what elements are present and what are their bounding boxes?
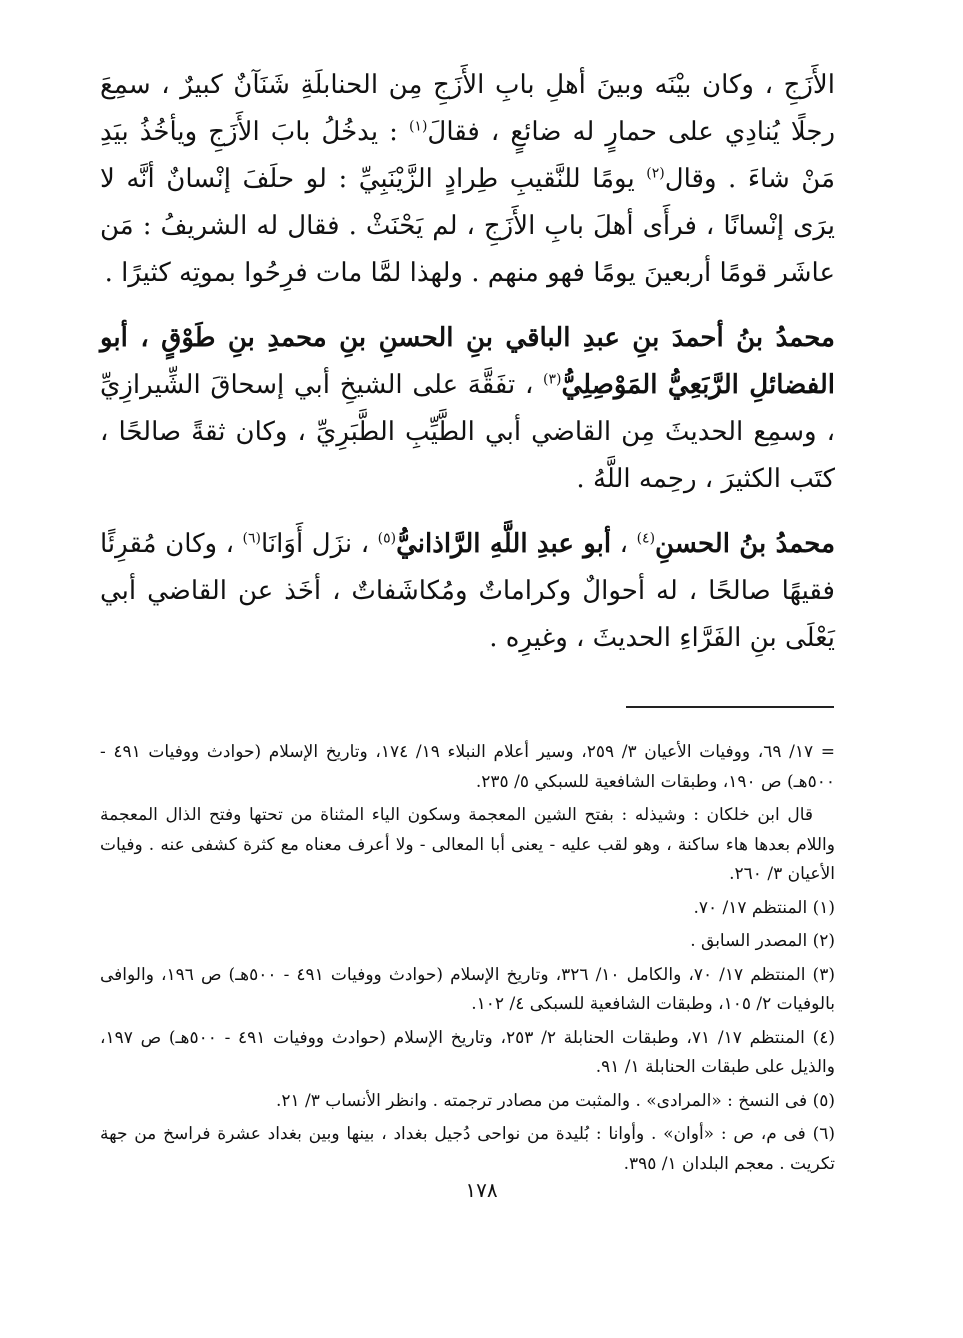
body-text: ، نزَل أَوَانَا: [261, 529, 378, 559]
footnote: = ١٧/ ٦٩، ووفيات الأعيان ٣/ ٢٥٩، وسير أعلام النبلاء ١٩/ ١٧٤، وتاريخ الإسلام (حوادث ووفيات ٤٩١ - ٥٠٠هـ) ص ١٩٠، وطبقات الشافعية للسبكي ٥/ ٢٣٥.: [100, 742, 835, 792]
footnote: قال ابن خلكان : وشيذله : بفتح الشين المعجمة وسكون الياء المثناة من تحتها وفتح الذال المعجمة واللام بعدها هاء ساكنة ، وهو لقب عليه - يعنى أبا المعالى - ولا أعرف معناه مع كثرة كشفى عنه . وفيات الأعيان ٣/ ٢٦٠.: [100, 805, 835, 884]
footnotes: [100, 738, 835, 1179]
footnote-marker[interactable]: (٦): [242, 530, 261, 547]
footnote: (٦) فى م، ص : «أوان» . وأوانا : بُليدة من نواحى دُجيل بغداد ، بينها وبين بغداد عشرة فراسخ من جهة تكريت . معجم البلدان ١/ ٣٩٥.: [100, 1124, 835, 1174]
body-text: ، تفَقَّهَ على الشيخِ أبي إسحاقَ الشِّيرازِيِّ ، وسمِع الحديثَ مِن القاضي أبي الطَّيِّبِ الطَّبَرِيِّ ، وكان ثقةً صالحًا ، كتَب الكثيرَ ، رحِمه اللَّهُ .: [100, 370, 835, 494]
footnote-marker[interactable]: (١): [408, 118, 428, 135]
footnote-separator: [626, 706, 834, 708]
footnote: (١) المنتظم ١٧/ ٧٠.: [693, 897, 835, 918]
body-text: يومًا للنَّقيبِ طِرادٍ الزَّيْنَبِيِّ : لو حلَفَ إنْسانٌ أنَّه لا يرَى إنْسانًا ، فرأَى أهلَ بابِ الأَزَجِ ، لم يَحْنَثْ . فقال له الشريفُ : مَن عاشَر قومًا أربعينَ يومًا فهو منهم . ولهذا لمَّا مات فرِحُوا بموتِه كثيرًا .: [100, 164, 835, 288]
entry-name: أبو عبدِ اللَّهِ الرَّاذانيُّ: [396, 529, 612, 559]
paragraph: [100, 62, 835, 297]
footnote: (٢) المصدر السابق .: [690, 931, 835, 951]
footnote-marker[interactable]: (٤): [636, 530, 656, 547]
footnote: (٤) المنتظم ١٧/ ٧١، وطبقات الحنابلة ٢/ ٢٥٣، وتاريخ الإسلام (حوادث ووفيات ٤٩١ - ٥٠٠هـ) ص ١٩٧، والذيل على طبقات الحنابلة ١/ ٩١.: [100, 1027, 835, 1077]
main-text: [100, 62, 835, 662]
footnote-marker[interactable]: (٣): [543, 371, 562, 388]
body-text: الأَزَجِ ، وكان بيْنَه وبينَ أهلِ بابِ الأَزَجِ مِن الحنابلَةِ شَنَآنٌ كبيرٌ ، سمِعَ رجلًا يُنادِي على حمارٍ له ضائعٍ ، فقالَ: [100, 70, 835, 147]
body-text: ،: [611, 529, 637, 559]
body-text: ، وكان مُقرِئًا فقيهًا صالحًا ، له أحوالٌ وكراماتٌ ومُكاشَفاتٌ ، أخَذ عن القاضي أبي يَعْلَى بنِ الفَرَّاءِ الحديثَ ، وغيرِه .: [100, 529, 835, 653]
footnote-marker[interactable]: (٢): [646, 165, 665, 182]
book-page: [100, 62, 835, 1322]
footnote: (٣) المنتظم ١٧/ ٧٠، والكامل ١٠/ ٣٢٦، وتاريخ الإسلام (حوادث ووفيات ٤٩١ - ٥٠٠هـ) ص ١٩٦، والوافى بالوفيات ٢/ ١٠٥، وطبقات الشافعية للسبكى ٤/ ١٠٢.: [100, 964, 835, 1014]
body-text: : يدخُلُ بابَ الأَزَجِ ويأخُذُ بيَدِ مَنْ شاءَ . وقال: [100, 117, 835, 194]
entry-name: محمدُ بنُ الحسنِ: [655, 529, 836, 559]
footnote-marker[interactable]: (٥): [377, 530, 397, 547]
footnote: (٥) فى النسخ : «المرادى» . والمثبت من مصادر ترجمته . وانظر الأنساب ٣/ ٢١.: [275, 1090, 835, 1111]
paragraph: [100, 521, 835, 662]
paragraph: [100, 315, 835, 503]
page-number: ١٧٨: [465, 1178, 498, 1202]
entry-name: محمدُ بنُ أحمدَ بنِ عبدِ الباقي بنِ الحسنِ بنِ محمدِ بنِ طَوْقٍ ، أبو الفضائلِ الرَّبَعِيُّ المَوْصِلِيُّ: [100, 323, 835, 400]
footnote-separator-wrap: [100, 706, 835, 708]
